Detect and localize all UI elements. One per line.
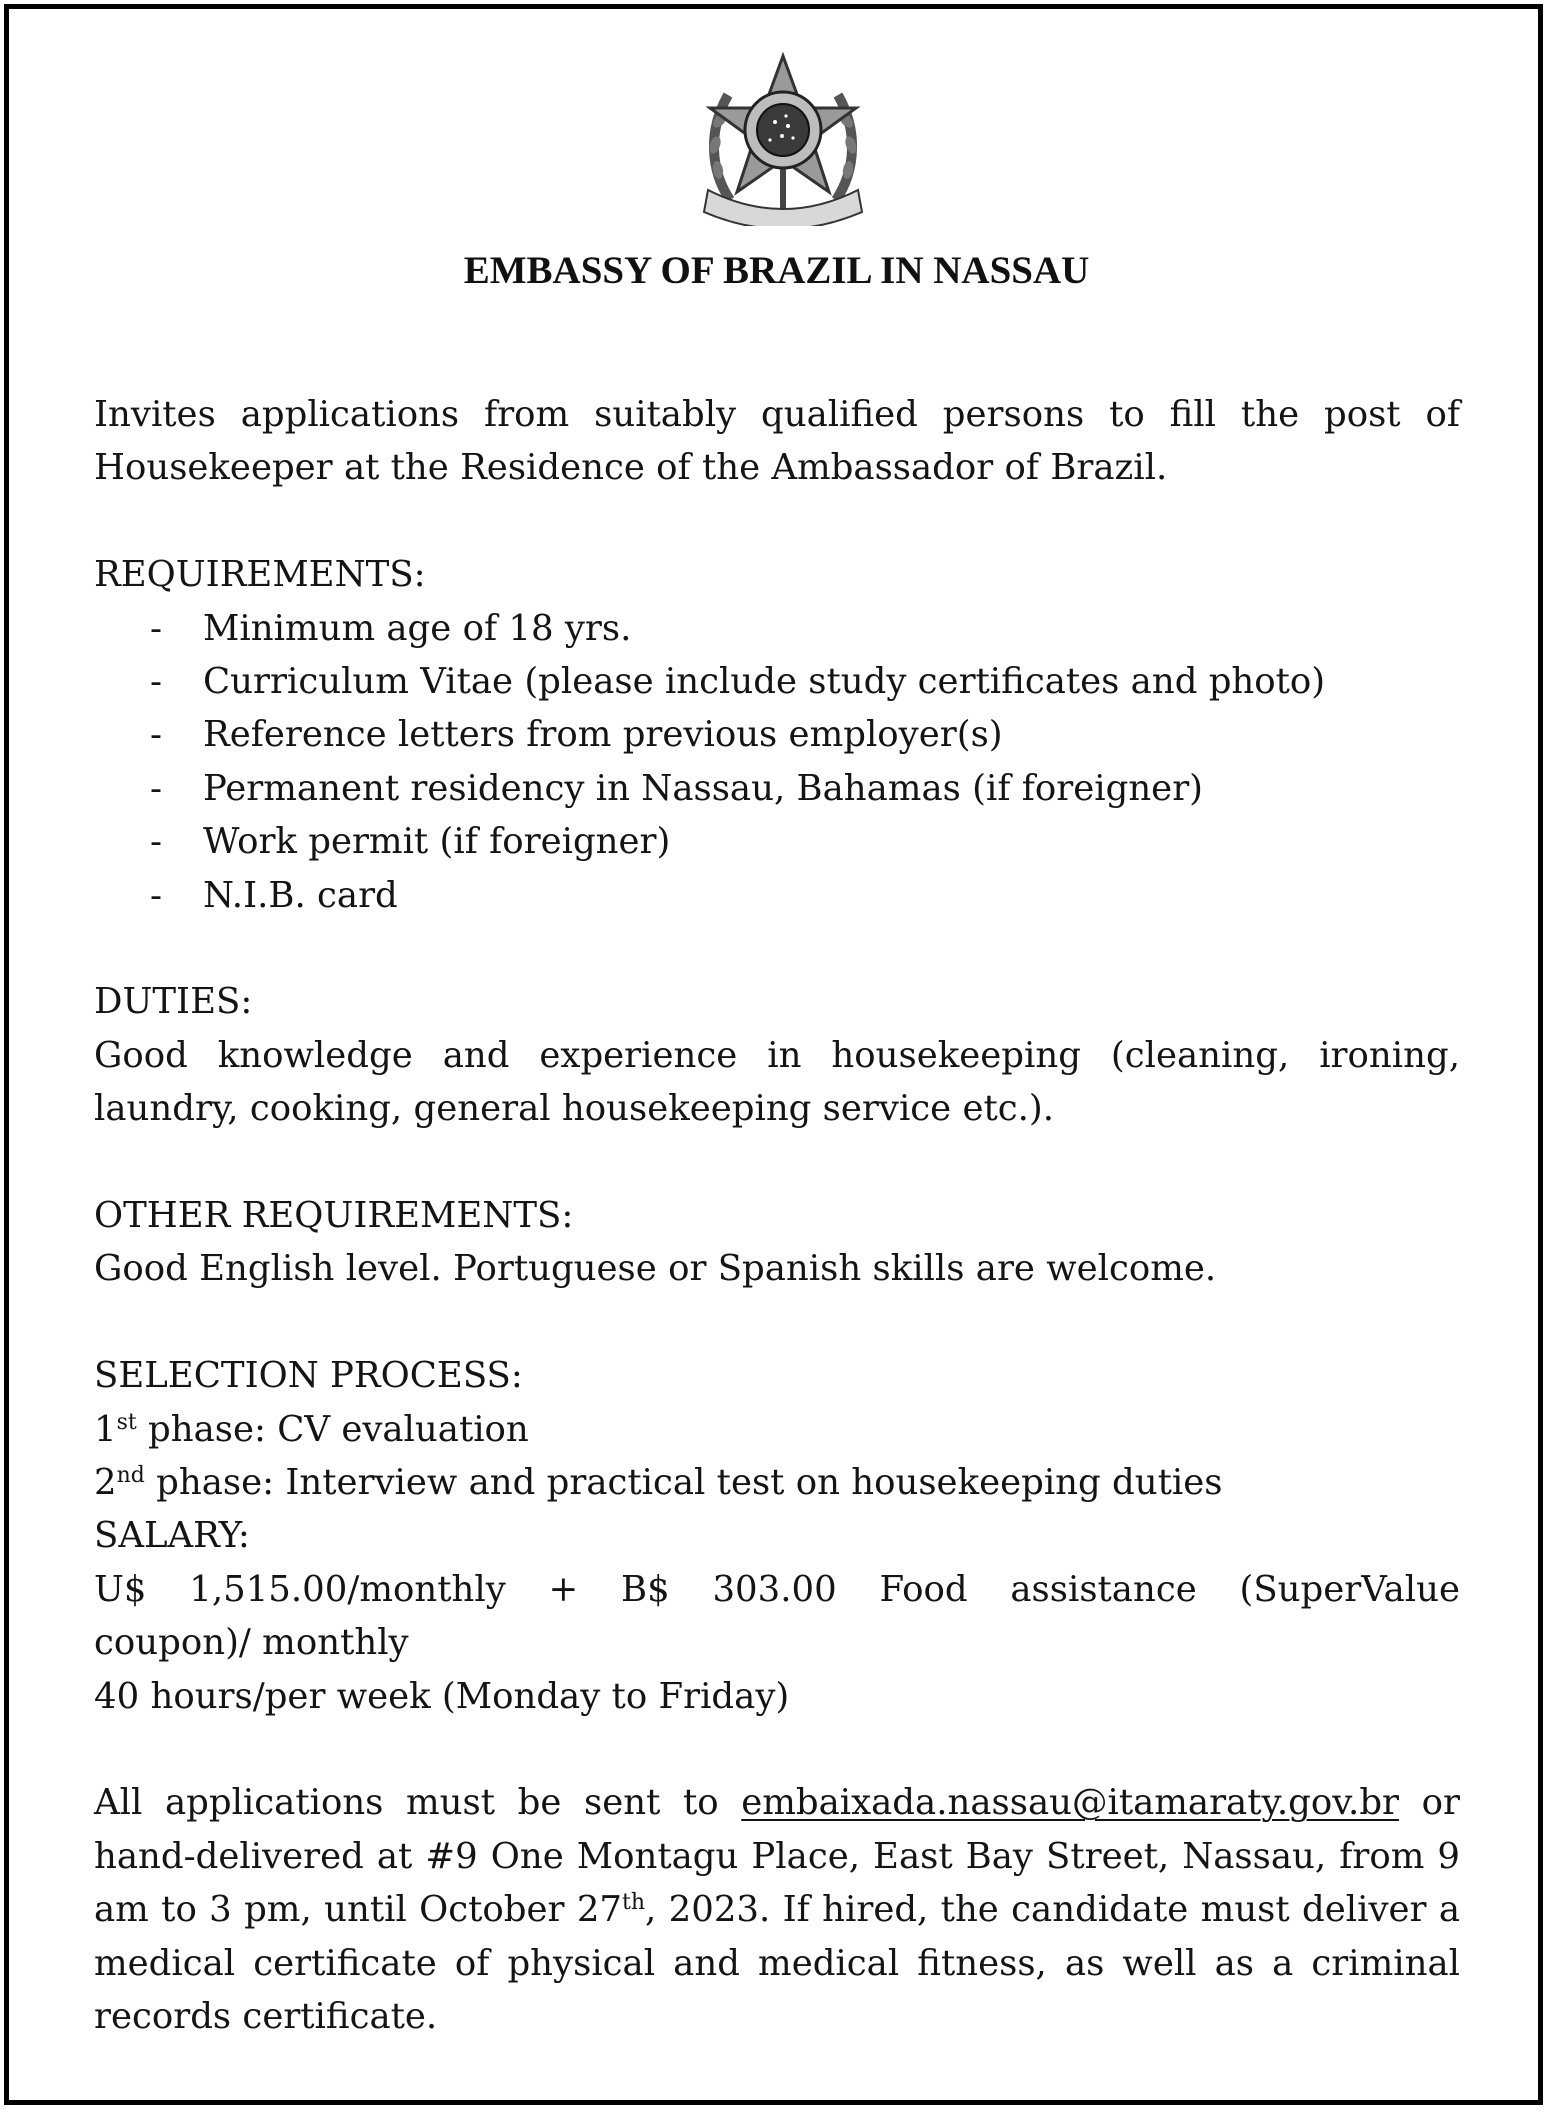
salary-line-1: U$ 1,515.00/monthly + B$ 303.00 Food assistance (SuperValue (94, 1568, 1460, 1610)
phase-text: phase: Interview and practical test on housekeeping duties (144, 1462, 1223, 1504)
spacer (94, 1296, 1460, 1349)
ordinal-suffix: st (116, 1409, 137, 1435)
intro-paragraph: Invites applications from suitably qualified persons to fill the post of Housekeeper at the Residence of the Ambassador of Brazil. (94, 394, 1460, 489)
requirement-text: Reference letters from previous employer(s) (203, 714, 1003, 756)
email-link[interactable]: embaixada.nassau@itamaraty.gov.br (741, 1782, 1400, 1824)
phase-number: 1 (94, 1408, 117, 1450)
work-hours: 40 hours/per week (Monday to Friday) (94, 1675, 790, 1717)
duties-text: Good knowledge and experience in housekeeping (cleaning, ironing, laundry, cooking, general housekeeping service etc.). (94, 1034, 1460, 1130)
applications-text-2: or hand-delivered at #9 One Montagu Place, East Bay Street, Nassau, from 9 am to 3 pm, until October 27 (94, 1782, 1460, 1931)
coat-of-arms-emblem (690, 50, 876, 226)
bullet-dash: - (150, 607, 162, 649)
requirement-text: Curriculum Vitae (please include study certificates and photo) (203, 661, 1326, 703)
ordinal-suffix: nd (116, 1463, 145, 1489)
selection-heading: SELECTION PROCESS: (94, 1355, 523, 1397)
requirement-text: Work permit (if foreigner) (203, 821, 671, 863)
other-requirements-text: Good English level. Portuguese or Spanish skills are welcome. (94, 1248, 1217, 1290)
ordinal-suffix: th (622, 1890, 646, 1916)
requirements-heading: REQUIREMENTS: (94, 554, 426, 596)
duties-heading: DUTIES: (94, 981, 253, 1023)
bullet-dash: - (150, 874, 162, 916)
list-item (94, 708, 1460, 761)
spacer (94, 1723, 1460, 1776)
requirement-text: N.I.B. card (203, 874, 398, 916)
list-item (94, 815, 1460, 868)
list-item (94, 602, 1460, 655)
other-requirements-heading: OTHER REQUIREMENTS: (94, 1195, 574, 1237)
bullet-dash: - (150, 661, 162, 703)
applications-text-3: , 2023. If hired, the candidate must deliver a medical certificate of physical and medical fitness, as well as a criminal records certificate. (94, 1889, 1460, 2038)
spacer (94, 922, 1460, 975)
salary-line-2: coupon)/ monthly (94, 1622, 409, 1664)
phase-text: phase: CV evaluation (136, 1408, 529, 1450)
bullet-dash: - (150, 714, 162, 756)
applications-text-1: All applications must be sent to (94, 1782, 742, 1824)
requirements-list (94, 602, 1460, 922)
list-item (94, 762, 1460, 815)
spacer (94, 495, 1460, 548)
brazil-coat-of-arms-icon (690, 50, 876, 226)
bullet-dash: - (150, 767, 162, 809)
embassy-title: EMBASSY OF BRAZIL IN NASSAU (463, 249, 1090, 292)
list-item (94, 869, 1460, 922)
list-item (94, 655, 1460, 708)
bullet-dash: - (150, 821, 162, 863)
selection-phase-1 (94, 1403, 1460, 1456)
salary-heading: SALARY: (94, 1515, 250, 1557)
spacer (94, 1136, 1460, 1189)
applications-paragraph (94, 1776, 1460, 2043)
requirement-text: Minimum age of 18 yrs. (203, 607, 632, 649)
selection-phase-2 (94, 1456, 1460, 1509)
notice-body (94, 388, 1460, 2044)
phase-number: 2 (94, 1462, 117, 1504)
requirement-text: Permanent residency in Nassau, Bahamas (if foreigner) (203, 767, 1204, 809)
